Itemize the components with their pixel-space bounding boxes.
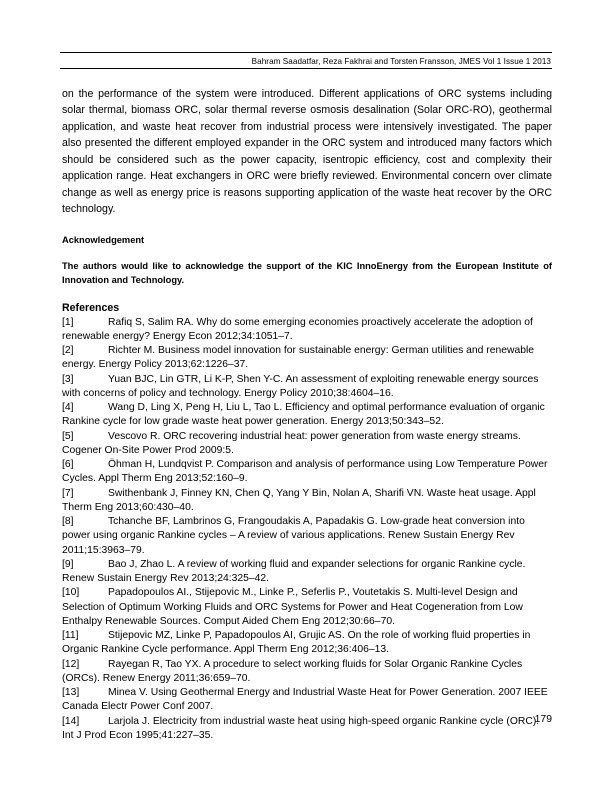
reference-item [62,658,552,687]
reference-item [62,715,552,744]
reference-item [62,344,552,373]
reference-number: [8] [62,516,74,528]
reference-number: [13] [62,687,80,699]
reference-text: Larjola J. Electricity from industrial waste heat using high-speed organic Rankine cycle (ORC). Int J Prod Econ 1995;41:227–35. [62,715,540,741]
reference-number: [7] [62,487,74,499]
reference-text: Richter M. Business model innovation for sustainable energy: German utilities and renewable energy. Energy Policy 2013;62:1226–37. [62,345,535,371]
reference-text: Stijepovic MZ, Linke P, Papadopoulos AI, Grujic AS. On the role of working fluid properties in Organic Rankine Cycle performance. Appl Therm Eng 2012;36:406–13. [62,630,531,656]
reference-item [62,458,552,487]
reference-text: Swithenbank J, Finney KN, Chen Q, Yang Y Bin, Nolan A, Sharifi VN. Waste heat usage. Appl Therm Eng 2013;60:430–40. [62,487,536,513]
reference-item [62,430,552,459]
reference-text: Bao J, Zhao L. A review of working fluid and expander selections for organic Rankine cycle. Renew Sustain Energy Rev 2013;24:325–42. [62,558,526,585]
reference-number: [3] [62,373,74,385]
reference-item [62,558,552,587]
reference-text: Rafiq S, Salim RA. Why do some emerging economies proactively accelerate the adoption of renewable energy? Energy Econ 2012;34:1051–7. [62,316,533,342]
reference-item [62,487,552,516]
content-column [62,86,552,743]
reference-number: [10] [62,587,80,599]
reference-item [62,686,552,715]
reference-item [62,373,552,402]
spacer [62,287,552,301]
reference-text: Minea V. Using Geothermal Energy and Industrial Waste Heat for Power Generation. 2007 IEEE Canada Electr Power Conf 2007. [62,687,548,713]
reference-text: Öhman H, Lundqvist P. Comparison and analysis of performance using Low Temperature Power Cycles. Appl Therm Eng 2013;52:160–9. [62,459,548,485]
spacer [62,247,552,259]
header-rule-bottom [60,68,552,69]
reference-number: [12] [62,658,80,670]
conclusion-paragraph: on the performance of the system were introduced. Different applications of ORC systems including solar thermal, biomass ORC, solar thermal reverse osmosis desalination (Solar ORC-RO), geothermal application, and waste heat recover from industrial process were intensively investigated. The paper also presented the different employed expander in the ORC system and introduced many factors which should be considered such as the power capacity, isentropic efficiency, cost and complexity their application range. Heat exchangers in ORC were briefly reviewed. Environmental concern over climate change as well as energy price is reasons supporting application of the waste heat recover by the ORC technology. [62,88,552,216]
reference-item [62,316,552,345]
reference-item [62,515,552,558]
reference-number: [14] [62,715,80,727]
references-list [62,316,552,744]
reference-item [62,586,552,629]
reference-number: [1] [62,316,74,328]
page-number: 179 [534,714,552,725]
reference-number: [5] [62,430,74,442]
reference-number: [4] [62,402,74,414]
reference-number: [9] [62,558,74,570]
reference-text: Wang D, Ling X, Peng H, Liu L, Tao L. Efficiency and optimal performance evaluation of organic Rankine cycle for low grade waste heat power generation. Energy 2013;50:343–52. [62,402,545,428]
reference-number: [11] [62,630,79,642]
reference-text: Vescovo R. ORC recovering industrial heat: power generation from waste energy streams. Cogener On-Site Power Prod 2009:5. [62,430,521,456]
acknowledgement-text: The authors would like to acknowledge the support of the KIC InnoEnergy from the European Institute of Innovation and Technology. [62,260,552,286]
reference-text: Yuan BJC, Lin GTR, Li K-P, Shen Y-C. An assessment of exploiting renewable energy sources with concerns of policy and technology. Energy Policy 2010;38:4604–16. [62,373,539,399]
running-header [60,52,552,69]
reference-item [62,401,552,430]
references-heading: References [62,302,120,315]
header-rule-top [60,52,552,53]
reference-text: Tchanche BF, Lambrinos G, Frangoudakis A, Papadakis G. Low-grade heat conversion into power using organic Rankine cycles – A review of various applications. Renew Sustain Energy Rev 2011;15:3963–79. [62,516,525,556]
running-head-text: Bahram Saadatfar, Reza Fakhrai and Torsten Fransson, JMES Vol 1 Issue 1 2013 [251,56,551,66]
reference-item [62,629,552,658]
reference-text: Papadopoulos AI., Stijepovic M., Linke P., Seferlis P., Voutetakis S. Multi-level Design and Selection of Optimum Working Fluids and ORC Systems for Power and Heat Cogeneration from Low Enthalpy Renewable Sources. Comput Aided Chem Eng 2012;30:66–70. [62,587,523,627]
spacer [62,218,552,233]
acknowledgement-heading: Acknowledgement [62,234,145,245]
reference-number: [6] [62,459,74,471]
reference-text: Rayegan R, Tao YX. A procedure to select working fluids for Solar Organic Rankine Cycles (ORCs). Renew Energy 2011;36:659–70. [62,658,523,684]
reference-number: [2] [62,345,74,357]
